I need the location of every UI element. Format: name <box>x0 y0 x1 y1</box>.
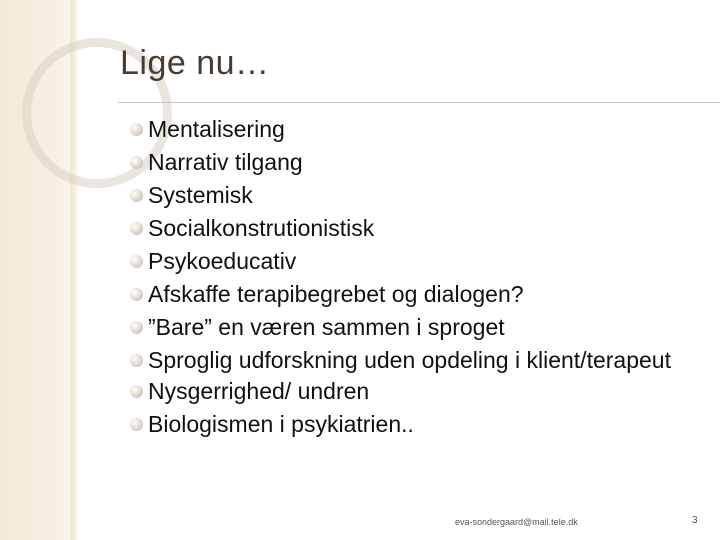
bullet-item <box>128 248 698 275</box>
bullet-text: Afskaffe terapibegrebet og dialogen? <box>148 281 524 307</box>
bullet-text: ”Bare” en væren sammen i sproget <box>148 314 505 340</box>
bullet-item <box>128 215 698 242</box>
bullet-text: Mentalisering <box>148 116 285 142</box>
slide-title: Lige nu… <box>120 44 270 82</box>
bullet-dot-icon <box>130 255 143 268</box>
footer-email: eva-sondergaard@mail.tele.dk <box>455 517 578 527</box>
bullet-dot-icon <box>130 288 143 301</box>
bullet-dot-icon <box>130 385 143 398</box>
bullet-item <box>128 149 698 176</box>
bullet-item <box>128 411 698 438</box>
bullet-text: Psykoeducativ <box>148 248 297 274</box>
page-number: 3 <box>692 515 698 526</box>
bullet-text: Biologismen i psykiatrien.. <box>148 411 414 437</box>
bullet-dot-icon <box>130 156 143 169</box>
bullet-item <box>128 378 698 405</box>
bullet-dot-icon <box>130 321 143 334</box>
title-divider <box>118 102 720 103</box>
bullet-item <box>128 347 698 374</box>
bullet-text: Systemisk <box>148 182 253 208</box>
bullet-dot-icon <box>130 418 143 431</box>
bullet-item <box>128 314 698 341</box>
bullet-dot-icon <box>130 123 143 136</box>
bullet-text: Sproglig udforskning uden opdeling i klient/terapeut <box>148 347 671 373</box>
bullet-list <box>128 116 698 444</box>
bullet-item <box>128 281 698 308</box>
bullet-item <box>128 116 698 143</box>
bullet-text: Narrativ tilgang <box>148 149 303 175</box>
bullet-text: Nysgerrighed/ undren <box>148 378 370 404</box>
bullet-dot-icon <box>130 189 143 202</box>
bullet-dot-icon <box>130 354 143 367</box>
bullet-text: Socialkonstrutionistisk <box>148 215 375 241</box>
bullet-item <box>128 182 698 209</box>
bullet-dot-icon <box>130 222 143 235</box>
